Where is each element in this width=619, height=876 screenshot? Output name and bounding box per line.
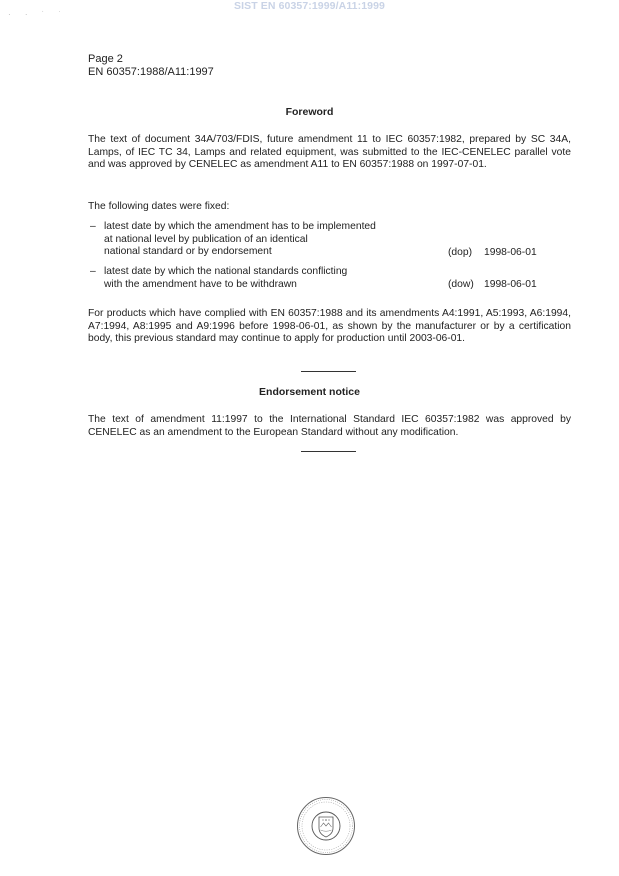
products-paragraph: For products which have complied with EN 60357:1988 and its amendments A4:1991, A5:1993, A6:1994, A7:1994, A8:1995 and A9:1996 before 1998-06-01, as shown by the manufacturer or by a certification body, this previous standard may continue to apply for production until 2003-06-01. bbox=[88, 308, 571, 344]
date-list-item-dop bbox=[90, 221, 550, 261]
document-reference: EN 60357:1988/A11:1997 bbox=[88, 66, 214, 78]
list-item-line: at national level by publication of an identical bbox=[104, 233, 308, 245]
section-divider bbox=[301, 371, 356, 372]
date-value: 1998-06-01 bbox=[484, 279, 537, 290]
list-dash: – bbox=[90, 221, 96, 232]
list-item-line: with the amendment have to be withdrawn bbox=[104, 278, 297, 290]
list-item-line: latest date by which the national standards conflicting bbox=[104, 266, 348, 277]
foreword-heading: Foreword bbox=[285, 106, 334, 118]
watermark: SIST EN 60357:1999/A11:1999 bbox=[234, 0, 385, 12]
list-item-line: latest date by which the amendment has to be implemented bbox=[104, 221, 376, 232]
date-abbreviation: (dow) bbox=[448, 279, 474, 290]
list-dash: – bbox=[90, 266, 96, 277]
dates-intro: The following dates were fixed: bbox=[88, 201, 230, 212]
list-item-text bbox=[104, 221, 434, 259]
scan-specks: · · ˙ ˙ bbox=[8, 10, 68, 19]
date-value: 1998-06-01 bbox=[484, 247, 537, 258]
end-divider bbox=[301, 451, 356, 452]
page-number: Page 2 bbox=[88, 53, 123, 65]
official-seal-stamp bbox=[296, 796, 356, 856]
list-item-text bbox=[104, 266, 434, 291]
date-abbreviation: (dop) bbox=[448, 247, 473, 258]
page-header bbox=[88, 53, 214, 79]
date-list-item-dow bbox=[90, 266, 550, 294]
foreword-intro-paragraph: The text of document 34A/703/FDIS, future amendment 11 to IEC 60357:1982, prepared by SC 34A, Lamps, of IEC TC 34, Lamps and related equipment, was submitted to the IEC-CENELEC parallel vote and was approved by CENELEC as amendment A11 to EN 60357:1988 on 1997-07-01. bbox=[88, 134, 571, 170]
endorsement-heading: Endorsement notice bbox=[259, 386, 360, 398]
endorsement-paragraph: The text of amendment 11:1997 to the International Standard IEC 60357:1982 was approved by CENELEC as an amendment to the European Standard without any modification. bbox=[88, 414, 571, 438]
list-item-line: national standard or by endorsement bbox=[104, 246, 272, 257]
